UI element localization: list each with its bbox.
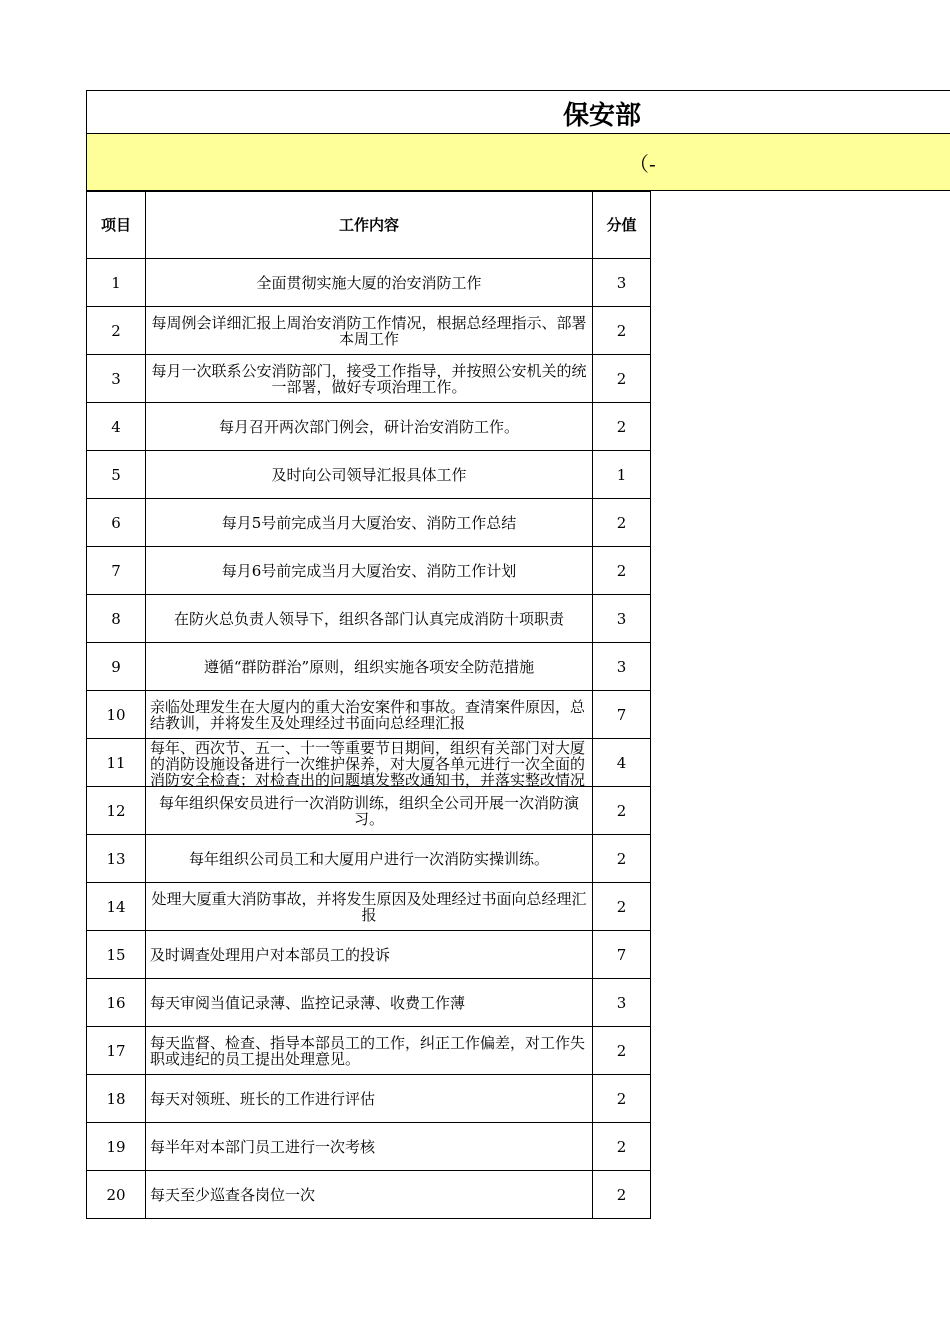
table-row (87, 1075, 651, 1123)
sheet-title: 保安部 (563, 101, 642, 131)
row-content-cell[interactable] (146, 931, 593, 979)
row-content-text: 在防火总负责人领导下，组织各部门认真完成消防十项职责 (173, 609, 564, 628)
row-number-cell[interactable]: 19 (87, 1123, 146, 1171)
row-number-cell[interactable]: 15 (87, 931, 146, 979)
row-number-cell[interactable]: 2 (87, 307, 146, 355)
row-number-cell[interactable]: 3 (87, 355, 146, 403)
row-number-cell[interactable]: 12 (87, 787, 146, 835)
row-content-text: 每月一次联系公安消防部门，接受工作指导，并按照公安机关的统一部署，做好专项治理工作。 (151, 361, 587, 396)
row-content-cell[interactable] (146, 451, 593, 499)
row-score-cell[interactable]: 4 (593, 739, 651, 787)
row-number-cell[interactable]: 1 (87, 259, 146, 307)
table-row (87, 259, 651, 307)
row-content-cell[interactable] (146, 691, 593, 739)
table-row (87, 547, 651, 595)
row-score-cell[interactable]: 7 (593, 691, 651, 739)
table-row (87, 643, 651, 691)
row-number-cell[interactable]: 11 (87, 739, 146, 787)
row-content-cell[interactable] (146, 883, 593, 931)
table-row (87, 931, 651, 979)
table-row (87, 1171, 651, 1219)
row-number-cell[interactable]: 14 (87, 883, 146, 931)
row-content-cell[interactable] (146, 595, 593, 643)
row-content-cell[interactable] (146, 787, 593, 835)
row-content-cell[interactable] (146, 1171, 593, 1219)
row-content-text: 遵循“群防群治”原则，组织实施各项安全防范措施 (203, 657, 535, 676)
row-score-cell[interactable]: 2 (593, 1027, 651, 1075)
subtitle-row (86, 133, 950, 191)
row-content-text: 每月召开两次部门例会，研计治安消防工作。 (218, 417, 519, 436)
table-row (87, 979, 651, 1027)
table-row (87, 739, 651, 787)
row-score-cell[interactable]: 2 (593, 547, 651, 595)
table-row (87, 691, 651, 739)
row-content-cell[interactable] (146, 739, 593, 787)
header-content: 工作内容 (146, 192, 593, 259)
table-row (87, 403, 651, 451)
row-content-text: 全面贯彻实施大厦的治安消防工作 (256, 273, 482, 292)
row-number-cell[interactable]: 10 (87, 691, 146, 739)
row-content-cell[interactable] (146, 499, 593, 547)
row-content-text: 每年组织保安员进行一次消防训练，组织全公司开展一次消防演习。 (158, 793, 579, 828)
table-row (87, 787, 651, 835)
row-content-text: 每周例会详细汇报上周治安消防工作情况，根据总经理指示、部署本周工作 (151, 313, 587, 348)
table-row (87, 355, 651, 403)
row-number-cell[interactable]: 6 (87, 499, 146, 547)
sheet-subtitle: （- (629, 152, 656, 176)
row-score-cell[interactable]: 2 (593, 787, 651, 835)
row-number-cell[interactable]: 9 (87, 643, 146, 691)
table-header-row (87, 192, 651, 259)
row-score-cell[interactable]: 2 (593, 1123, 651, 1171)
row-content-text: 及时向公司领导汇报具体工作 (271, 465, 467, 484)
table-row (87, 451, 651, 499)
title-row (86, 90, 950, 133)
table-row (87, 1123, 651, 1171)
row-score-cell[interactable]: 2 (593, 307, 651, 355)
row-content-cell[interactable] (146, 1123, 593, 1171)
header-score: 分值 (593, 192, 651, 259)
row-content-text: 每年、西次节、五一、十一等重要节日期间，组织有关部门对大厦的消防设施设备进行一次维护保养，对大厦各单元进行一次全面的消防安全检查；对检查出的问题填发整改通知书，并落实整改情况 (150, 738, 586, 789)
row-score-cell[interactable]: 2 (593, 355, 651, 403)
header-no: 项目 (87, 192, 146, 259)
table-row (87, 883, 651, 931)
row-number-cell[interactable]: 7 (87, 547, 146, 595)
row-content-cell[interactable] (146, 259, 593, 307)
row-content-text: 每天监督、检查、指导本部员工的工作，纠正工作偏差，对工作失职或违纪的员工提出处理意见。 (150, 1033, 586, 1068)
table-row (87, 307, 651, 355)
row-score-cell[interactable]: 2 (593, 1171, 651, 1219)
row-content-text: 每月5号前完成当月大厦治安、消防工作总结 (221, 513, 517, 532)
row-number-cell[interactable]: 4 (87, 403, 146, 451)
table-row (87, 1027, 651, 1075)
row-score-cell[interactable]: 2 (593, 499, 651, 547)
row-number-cell[interactable]: 5 (87, 451, 146, 499)
table-row (87, 835, 651, 883)
table-row (87, 595, 651, 643)
row-content-cell[interactable] (146, 835, 593, 883)
row-content-text: 处理大厦重大消防事故，并将发生原因及处理经过书面向总经理汇报 (151, 889, 587, 924)
row-score-cell[interactable]: 1 (593, 451, 651, 499)
row-content-text: 及时调查处理用户对本部员工的投诉 (150, 945, 391, 964)
row-number-cell[interactable]: 18 (87, 1075, 146, 1123)
row-number-cell[interactable]: 17 (87, 1027, 146, 1075)
row-content-text: 亲临处理发生在大厦内的重大治安案件和事故。查清案件原因，总结教训，并将发生及处理经过书面向总经理汇报 (150, 697, 586, 732)
row-score-cell[interactable]: 2 (593, 1075, 651, 1123)
row-number-cell[interactable]: 13 (87, 835, 146, 883)
row-score-cell[interactable]: 3 (593, 979, 651, 1027)
row-content-cell[interactable] (146, 355, 593, 403)
row-score-cell[interactable]: 7 (593, 931, 651, 979)
row-content-cell[interactable] (146, 1075, 593, 1123)
row-content-cell[interactable] (146, 403, 593, 451)
row-content-cell[interactable] (146, 1027, 593, 1075)
row-content-text: 每天审阅当值记录薄、监控记录薄、收费工作薄 (150, 993, 466, 1012)
row-content-cell[interactable] (146, 643, 593, 691)
row-number-cell[interactable]: 8 (87, 595, 146, 643)
row-number-cell[interactable]: 16 (87, 979, 146, 1027)
row-score-cell[interactable]: 2 (593, 835, 651, 883)
row-score-cell[interactable]: 2 (593, 883, 651, 931)
row-content-text: 每半年对本部门员工进行一次考核 (150, 1137, 376, 1156)
row-content-text: 每天至少巡查各岗位一次 (150, 1185, 316, 1204)
row-score-cell[interactable]: 2 (593, 403, 651, 451)
row-content-cell[interactable] (146, 307, 593, 355)
row-content-text: 每年组织公司员工和大厦用户进行一次消防实操训练。 (188, 849, 549, 868)
row-content-cell[interactable] (146, 979, 593, 1027)
table-row (87, 499, 651, 547)
row-score-cell[interactable]: 3 (593, 259, 651, 307)
task-table (86, 191, 651, 1219)
row-number-cell[interactable]: 20 (87, 1171, 146, 1219)
row-content-cell[interactable] (146, 547, 593, 595)
row-score-cell[interactable]: 3 (593, 595, 651, 643)
row-content-text: 每天对领班、班长的工作进行评估 (150, 1089, 376, 1108)
row-score-cell[interactable]: 3 (593, 643, 651, 691)
row-content-text: 每月6号前完成当月大厦治安、消防工作计划 (221, 561, 517, 580)
